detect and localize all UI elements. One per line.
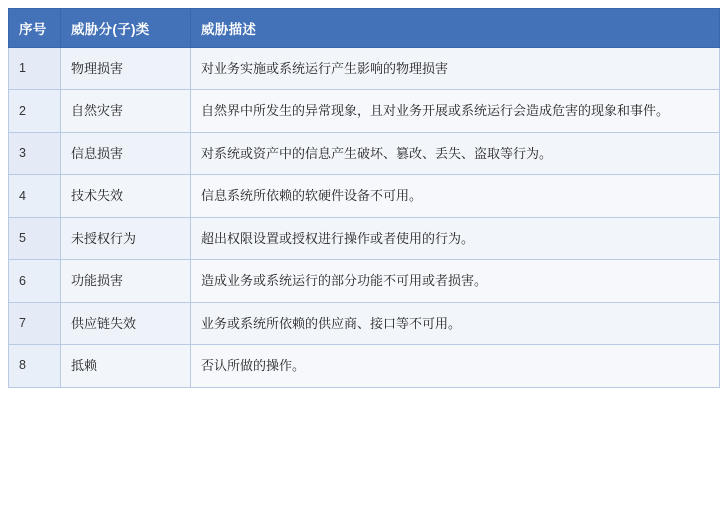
table-row xyxy=(9,90,720,132)
cell-index: 7 xyxy=(9,302,61,344)
cell-index: 1 xyxy=(9,48,61,90)
cell-index: 4 xyxy=(9,175,61,217)
cell-category: 技术失效 xyxy=(61,175,191,217)
cell-category: 功能损害 xyxy=(61,260,191,302)
cell-description: 超出权限设置或授权进行操作或者使用的行为。 xyxy=(191,217,720,259)
header-description: 威胁描述 xyxy=(191,9,720,48)
header-index: 序号 xyxy=(9,9,61,48)
cell-index: 5 xyxy=(9,217,61,259)
cell-category: 信息损害 xyxy=(61,132,191,174)
cell-description: 自然界中所发生的异常现象，且对业务开展或系统运行会造成危害的现象和事件。 xyxy=(191,90,720,132)
table-row xyxy=(9,132,720,174)
cell-index: 6 xyxy=(9,260,61,302)
cell-index: 8 xyxy=(9,345,61,387)
cell-index: 3 xyxy=(9,132,61,174)
cell-category: 未授权行为 xyxy=(61,217,191,259)
header-category: 威胁分(子)类 xyxy=(61,9,191,48)
cell-description: 对业务实施或系统运行产生影响的物理损害 xyxy=(191,48,720,90)
cell-description: 对系统或资产中的信息产生破坏、篡改、丢失、盗取等行为。 xyxy=(191,132,720,174)
table-row xyxy=(9,217,720,259)
cell-description: 信息系统所依赖的软硬件设备不可用。 xyxy=(191,175,720,217)
cell-category: 抵赖 xyxy=(61,345,191,387)
cell-index: 2 xyxy=(9,90,61,132)
cell-description: 否认所做的操作。 xyxy=(191,345,720,387)
cell-category: 自然灾害 xyxy=(61,90,191,132)
table-row xyxy=(9,48,720,90)
table-row xyxy=(9,345,720,387)
cell-description: 造成业务或系统运行的部分功能不可用或者损害。 xyxy=(191,260,720,302)
table-row xyxy=(9,302,720,344)
table-body xyxy=(9,48,720,388)
table-row xyxy=(9,175,720,217)
header-row xyxy=(9,9,720,48)
table-row xyxy=(9,260,720,302)
cell-category: 供应链失效 xyxy=(61,302,191,344)
threat-classification-table xyxy=(8,8,720,388)
cell-category: 物理损害 xyxy=(61,48,191,90)
table-header xyxy=(9,9,720,48)
cell-description: 业务或系统所依赖的供应商、接口等不可用。 xyxy=(191,302,720,344)
